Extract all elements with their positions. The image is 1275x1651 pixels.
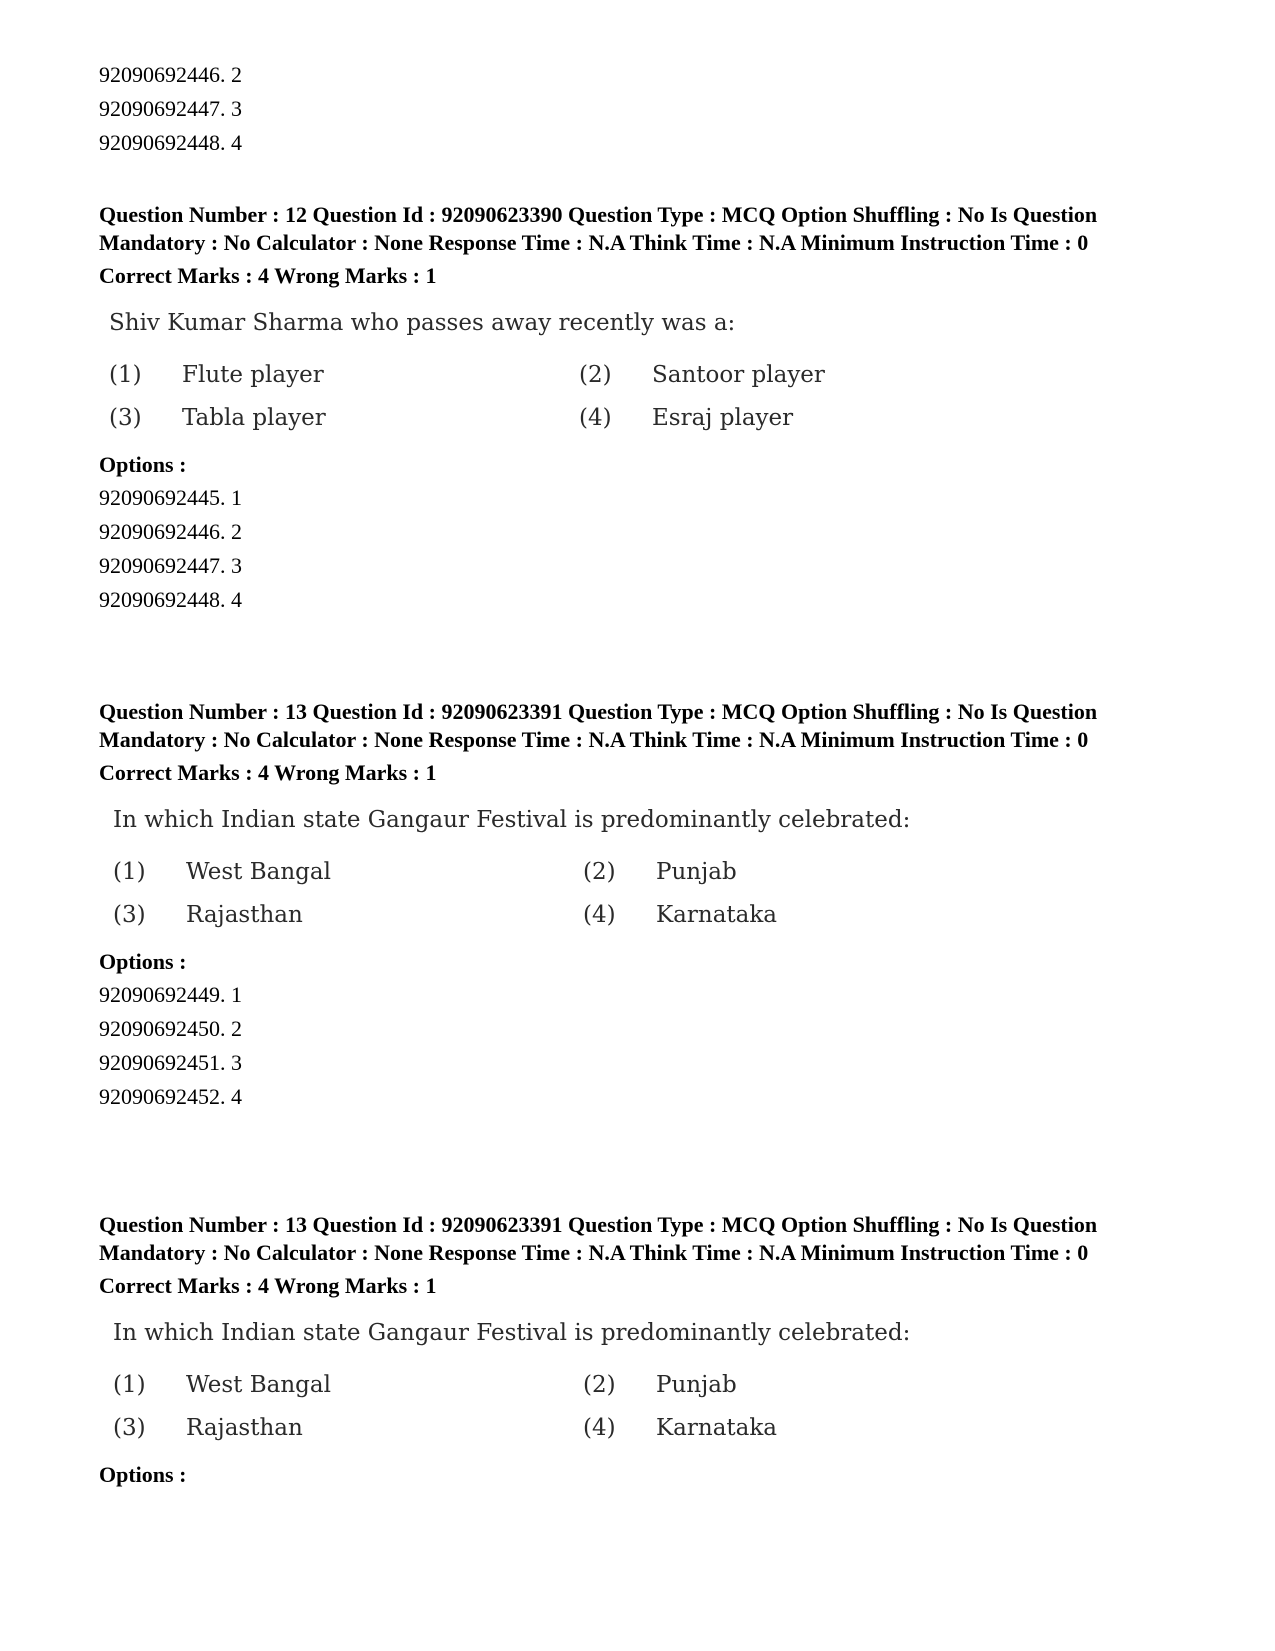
choice-number: (4) — [583, 1415, 616, 1441]
top-options-list — [99, 58, 242, 160]
options-list — [99, 978, 1189, 1114]
choice-item — [113, 1413, 583, 1443]
choice-label: Tabla player — [182, 405, 326, 431]
choice-item — [583, 1413, 903, 1443]
choice-label: West Bangal — [186, 1372, 331, 1398]
option-line: 92090692446. 2 — [99, 519, 242, 544]
question-image — [113, 1318, 913, 1443]
question-text: Shiv Kumar Sharma who passes away recently was a: — [109, 310, 736, 336]
choice-item — [583, 857, 903, 887]
choice-item — [583, 900, 903, 930]
choice-item — [579, 360, 899, 390]
choice-label: Punjab — [656, 859, 737, 885]
question-text: In which Indian state Gangaur Festival is predominantly celebrated: — [113, 807, 911, 833]
question-meta: Question Number : 13 Question Id : 92090623391 Question Type : MCQ Option Shuffling : No Is Question Mandatory : No Calculator : None Response Time : N.A Think Time : N.A Minimum Instruction Time : 0 — [99, 1212, 1103, 1265]
question-marks: Correct Marks : 4 Wrong Marks : 1 — [99, 263, 437, 288]
question-block — [99, 1211, 1189, 1489]
choice-number: (2) — [583, 1372, 616, 1398]
choice-label: West Bangal — [186, 859, 331, 885]
choice-item — [113, 900, 583, 930]
choice-label: Karnataka — [656, 902, 778, 928]
choice-item — [109, 360, 579, 390]
option-line: 92090692445. 1 — [99, 485, 242, 510]
option-line: 92090692447. 3 — [99, 96, 242, 121]
choice-number: (3) — [113, 902, 146, 928]
question-image — [109, 308, 909, 433]
option-line: 92090692448. 4 — [99, 130, 242, 155]
options-heading: Options : — [99, 949, 187, 974]
choice-label: Rajasthan — [186, 1415, 303, 1441]
options-heading: Options : — [99, 1462, 187, 1487]
question-marks: Correct Marks : 4 Wrong Marks : 1 — [99, 760, 437, 785]
choice-grid — [109, 360, 909, 433]
question-marks: Correct Marks : 4 Wrong Marks : 1 — [99, 1273, 437, 1298]
question-meta: Question Number : 12 Question Id : 92090623390 Question Type : MCQ Option Shuffling : No Is Question Mandatory : No Calculator : None Response Time : N.A Think Time : N.A Minimum Instruction Time : 0 — [99, 202, 1103, 255]
choice-label: Karnataka — [656, 1415, 778, 1441]
option-line: 92090692446. 2 — [99, 62, 242, 87]
choice-grid — [113, 857, 913, 930]
choice-item — [583, 1370, 903, 1400]
options-heading: Options : — [99, 452, 187, 477]
question-text: In which Indian state Gangaur Festival is predominantly celebrated: — [113, 1320, 911, 1346]
option-line: 92090692451. 3 — [99, 1050, 242, 1075]
choice-number: (4) — [579, 405, 612, 431]
choice-label: Rajasthan — [186, 902, 303, 928]
choice-number: (1) — [109, 362, 142, 388]
choice-item — [113, 857, 583, 887]
choice-label: Flute player — [182, 362, 324, 388]
choice-number: (1) — [113, 1372, 146, 1398]
choice-label: Santoor player — [652, 362, 825, 388]
option-line: 92090692452. 4 — [99, 1084, 242, 1109]
option-line: 92090692447. 3 — [99, 553, 242, 578]
choice-number: (2) — [579, 362, 612, 388]
choice-number: (3) — [109, 405, 142, 431]
question-block — [99, 201, 1189, 617]
option-line: 92090692450. 2 — [99, 1016, 242, 1041]
choice-item — [113, 1370, 583, 1400]
choice-number: (2) — [583, 859, 616, 885]
choice-number: (4) — [583, 902, 616, 928]
question-meta: Question Number : 13 Question Id : 92090623391 Question Type : MCQ Option Shuffling : No Is Question Mandatory : No Calculator : None Response Time : N.A Think Time : N.A Minimum Instruction Time : 0 — [99, 699, 1103, 752]
question-block — [99, 698, 1189, 1114]
choice-grid — [113, 1370, 913, 1443]
options-list — [99, 481, 1189, 617]
option-line: 92090692448. 4 — [99, 587, 242, 612]
choice-item — [109, 403, 579, 433]
choice-label: Punjab — [656, 1372, 737, 1398]
choice-number: (1) — [113, 859, 146, 885]
question-image — [113, 805, 913, 930]
option-line: 92090692449. 1 — [99, 982, 242, 1007]
choice-number: (3) — [113, 1415, 146, 1441]
choice-item — [579, 403, 899, 433]
choice-label: Esraj player — [652, 405, 794, 431]
